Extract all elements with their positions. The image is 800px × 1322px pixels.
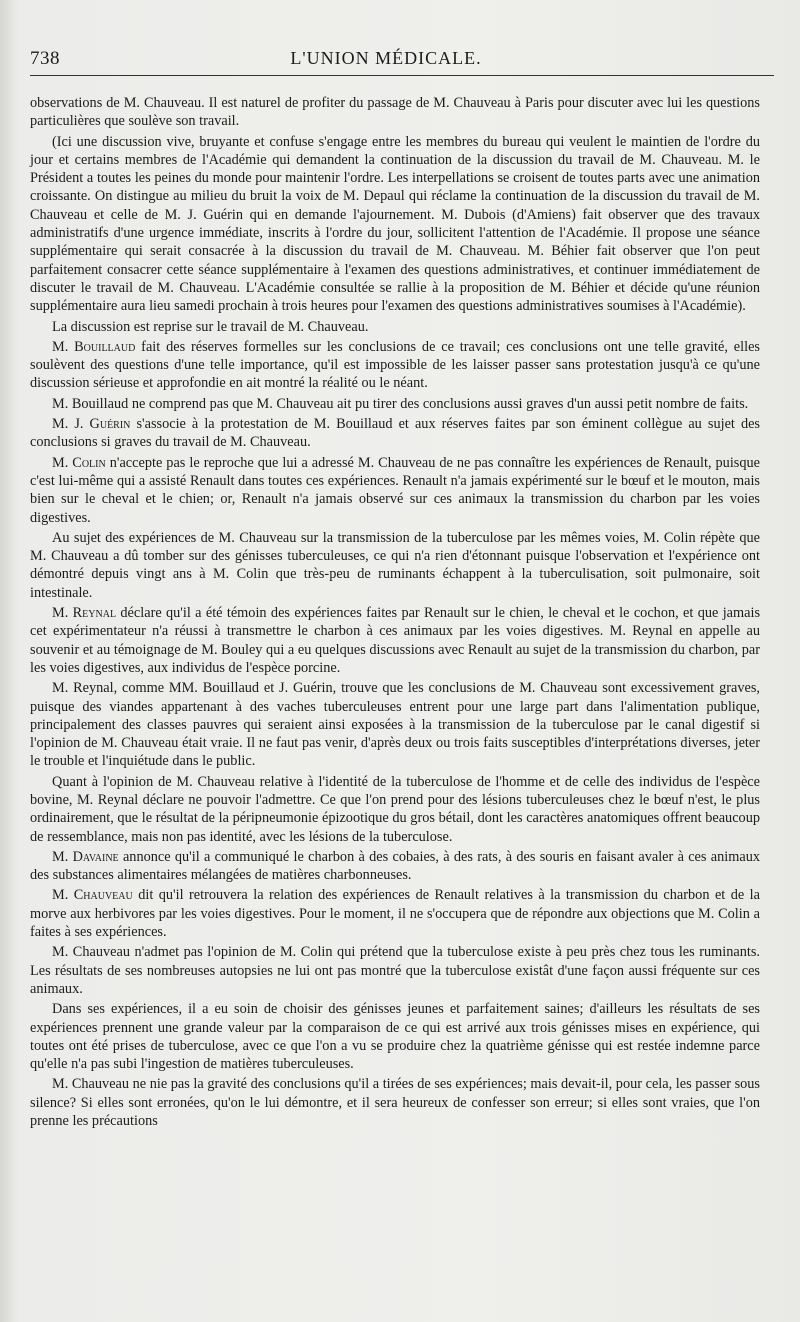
paragraph-text: Au sujet des expériences de M. Chauveau sur la transmission de la tuberculose par les mêmes voies, M. Colin répète que M. Chauveau a dû tomber sur des génisses tuberculeuses, ce qui n'a rien d'étonnant puisque l'observation et l'expérience ont démontré depuis vingt ans à M. Colin que très-peu de ruminants échappent à la tuberculisation, soit pulmonaire, soit intestinale.	[30, 529, 760, 601]
paragraph-text: M. Reynal, comme MM. Bouillaud et J. Guérin, trouve que les conclusions de M. Chauveau sont excessivement graves, puisque des viandes appartenant à des vaches tuberculeuses entrent pour une large part dans l'alimentation publique, principalement des classes pauvres qui seraient ainsi exposées à la transmission de la tuberculose par le canal digestif si l'opinion de M. Chauveau était vraie. Il ne faut pas venir, d'après deux ou trois faits susceptibles d'interprétations diverses, jeter le trouble et l'inquiétude dans le public.	[30, 680, 760, 770]
paragraph-text: annonce qu'il a communiqué le charbon à des cobaies, à des rats, à des souris en faisant avaler à ces animaux des substances alimentaires mélangées de matières charbonneuses.	[30, 848, 760, 884]
paragraph	[30, 943, 760, 998]
speaker-name: M. Bouillaud	[52, 338, 136, 355]
paragraph-text: fait des réserves formelles sur les conclusions de ce travail; ces conclusions ont une telle gravité, elles soulèvent des questions d'une telle importance, qu'il est impossible de les laisser passer sans protestation jusqu'à ce qu'une discussion sérieuse et approfondie en ait montré la réalité ou le néant.	[30, 338, 760, 392]
paragraph-text: Dans ses expériences, il a eu soin de choisir des génisses jeunes et parfaitement saines; d'ailleurs les résultats de ses expériences prennent une grande valeur par la comparaison de ce qui est arrivé aux trois génisses mises en expérience, qui toutes ont été prises de tuberculose, avec ce que l'on a vu se produire chez la quatrième génisse qui est restée indemne parce qu'elle n'a pas subi l'ingestion de matières tuberculeuses.	[30, 1001, 760, 1073]
paragraph-text: s'associe à la protestation de M. Bouillaud et aux réserves faites par son éminent collègue au sujet des conclusions si graves du travail de M. Chauveau.	[30, 416, 760, 451]
running-title: L'UNION MÉDICALE.	[290, 48, 482, 68]
paragraph-text: M. Chauveau ne nie pas la gravité des conclusions qu'il a tirées de ses expériences; mais devait-il, pour cela, les passer sous silence? Si elles sont erronées, qu'on le lui démontre, et il sera heureux de confesser son erreur; si elles sont vraies, que l'on prenne les précautions	[30, 1076, 760, 1130]
paragraph-text: n'accepte pas le reproche que lui a adressé M. Chauveau de ne pas connaître les expériences de Renault, puisque c'est lui-même qui a assisté Renault dans toutes ces expériences. Renault n'a jamais expérimenté sur le bœuf et le mouton, mais bien sur le cheval et le chien; or, Renault n'a jamais observé sur ces animaux la transmission du charbon par les voies digestives.	[30, 454, 760, 526]
paragraph	[30, 679, 760, 770]
paragraph	[30, 529, 760, 602]
paragraph-text: (Ici une discussion vive, bruyante et confuse s'engage entre les membres du bureau qui veulent le maintien de l'ordre du jour et certains membres de l'Académie qui demandent la continuation de la discussion du travail de M. Chauveau. M. le Président a toutes les peines du monde pour maintenir l'ordre. Les interpellations se croisent de toutes parts avec une animation croissante. On distingue au milieu du bruit la voix de M. Depaul qui réclame la continuation de la discussion du travail de M. Chauveau et celle de M. J. Guérin qui en demande l'ajournement. M. Dubois (d'Amiens) fait observer que des travaux administratifs d'une urgence immédiate, inscrits à l'ordre du jour, sollicitent l'attention de l'Académie. Il propose une séance supplémentaire qui serait consacrée à la discussion du travail de M. Chauveau. M. Béhier fait observer que l'on peut parfaitement consacrer cette séance supplémentaire à l'examen des questions administratives, et continuer immédiatement de discuter le travail de M. Chauveau. L'Académie consultée se rallie à la proposition de M. Béhier et décide qu'une réunion supplémentaire aura lieu samedi prochain à trois heures pour l'examen des questions administratives soumises à l'Académie).	[30, 133, 760, 315]
paragraph-text: dit qu'il retrouvera la relation des expériences de Renault relatives à la transmission du charbon et de la morve aux herbivores par les voies digestives. Pour le moment, il ne s'occupera que de répondre aux objections que M. Colin a faites à ses expériences.	[30, 887, 760, 941]
paragraph	[30, 886, 760, 941]
paragraph	[30, 133, 760, 316]
paragraph-text: M. Chauveau n'admet pas l'opinion de M. Colin qui prétend que la tuberculose existe à peu près chez tous les ruminants. Les résultats de ses nombreuses autopsies ne lui ont pas montré que la tuberculose existât d'une façon aussi fréquente sur ces animaux.	[30, 944, 760, 997]
speaker-name: M. Colin	[52, 454, 106, 471]
speaker-name: M. Davaine	[52, 848, 119, 865]
speaker-name: M. Chauveau	[52, 887, 133, 904]
paragraph-text: observations de M. Chauveau. Il est naturel de profiter du passage de M. Chauveau à Paris pour discuter avec lui les questions particulières que soulève son travail.	[30, 95, 760, 130]
paragraph	[30, 338, 760, 393]
paragraph	[30, 415, 760, 452]
speaker-name: M. J. Guérin	[52, 416, 131, 433]
paragraph	[30, 604, 760, 677]
paragraph-text: La discussion est reprise sur le travail de M. Chauveau.	[52, 318, 369, 335]
paragraph-text: M. Bouillaud ne comprend pas que M. Chauveau ait pu tirer des conclusions aussi graves d'un aussi petit nombre de faits.	[52, 395, 749, 412]
paragraph	[30, 454, 760, 527]
paragraph	[30, 1000, 760, 1073]
header-rule	[30, 75, 774, 76]
paragraph-text: Quant à l'opinion de M. Chauveau relative à l'identité de la tuberculose de l'homme et de celle des individus de l'espèce bovine, M. Reynal déclare ne pouvoir l'admettre. Ce que l'on prend pour des lésions tuberculeuses chez le bœuf n'est, le plus ordinairement, que le résultat de la péripneumonie épizootique du gros bétail, dont les caractères anatomiques offrent beaucoup de ressemblance, mais non pas identité, avec les lésions de la tuberculose.	[30, 773, 760, 845]
paragraph-text: déclare qu'il a été témoin des expériences faites par Renault sur le chien, le cheval et le cochon, et que jamais cet expérimentateur n'a réussi à transmettre le charbon à ces animaux par les voies digestives. M. Reynal en appelle au souvenir et au témoignage de M. Bouley qui a eu quelques discussions avec Renault au sujet de la transmission du charbon, par les voies digestives, aux individus de l'espèce porcine.	[30, 605, 761, 676]
paragraph	[30, 318, 760, 336]
article-body	[30, 94, 760, 1130]
paragraph	[30, 848, 760, 885]
paragraph	[30, 395, 760, 413]
paragraph	[30, 94, 760, 131]
speaker-name: M. Reynal	[52, 605, 117, 622]
page-header	[30, 44, 742, 84]
page-number: 738	[30, 48, 60, 69]
paragraph	[30, 773, 760, 846]
paragraph	[30, 1075, 760, 1130]
